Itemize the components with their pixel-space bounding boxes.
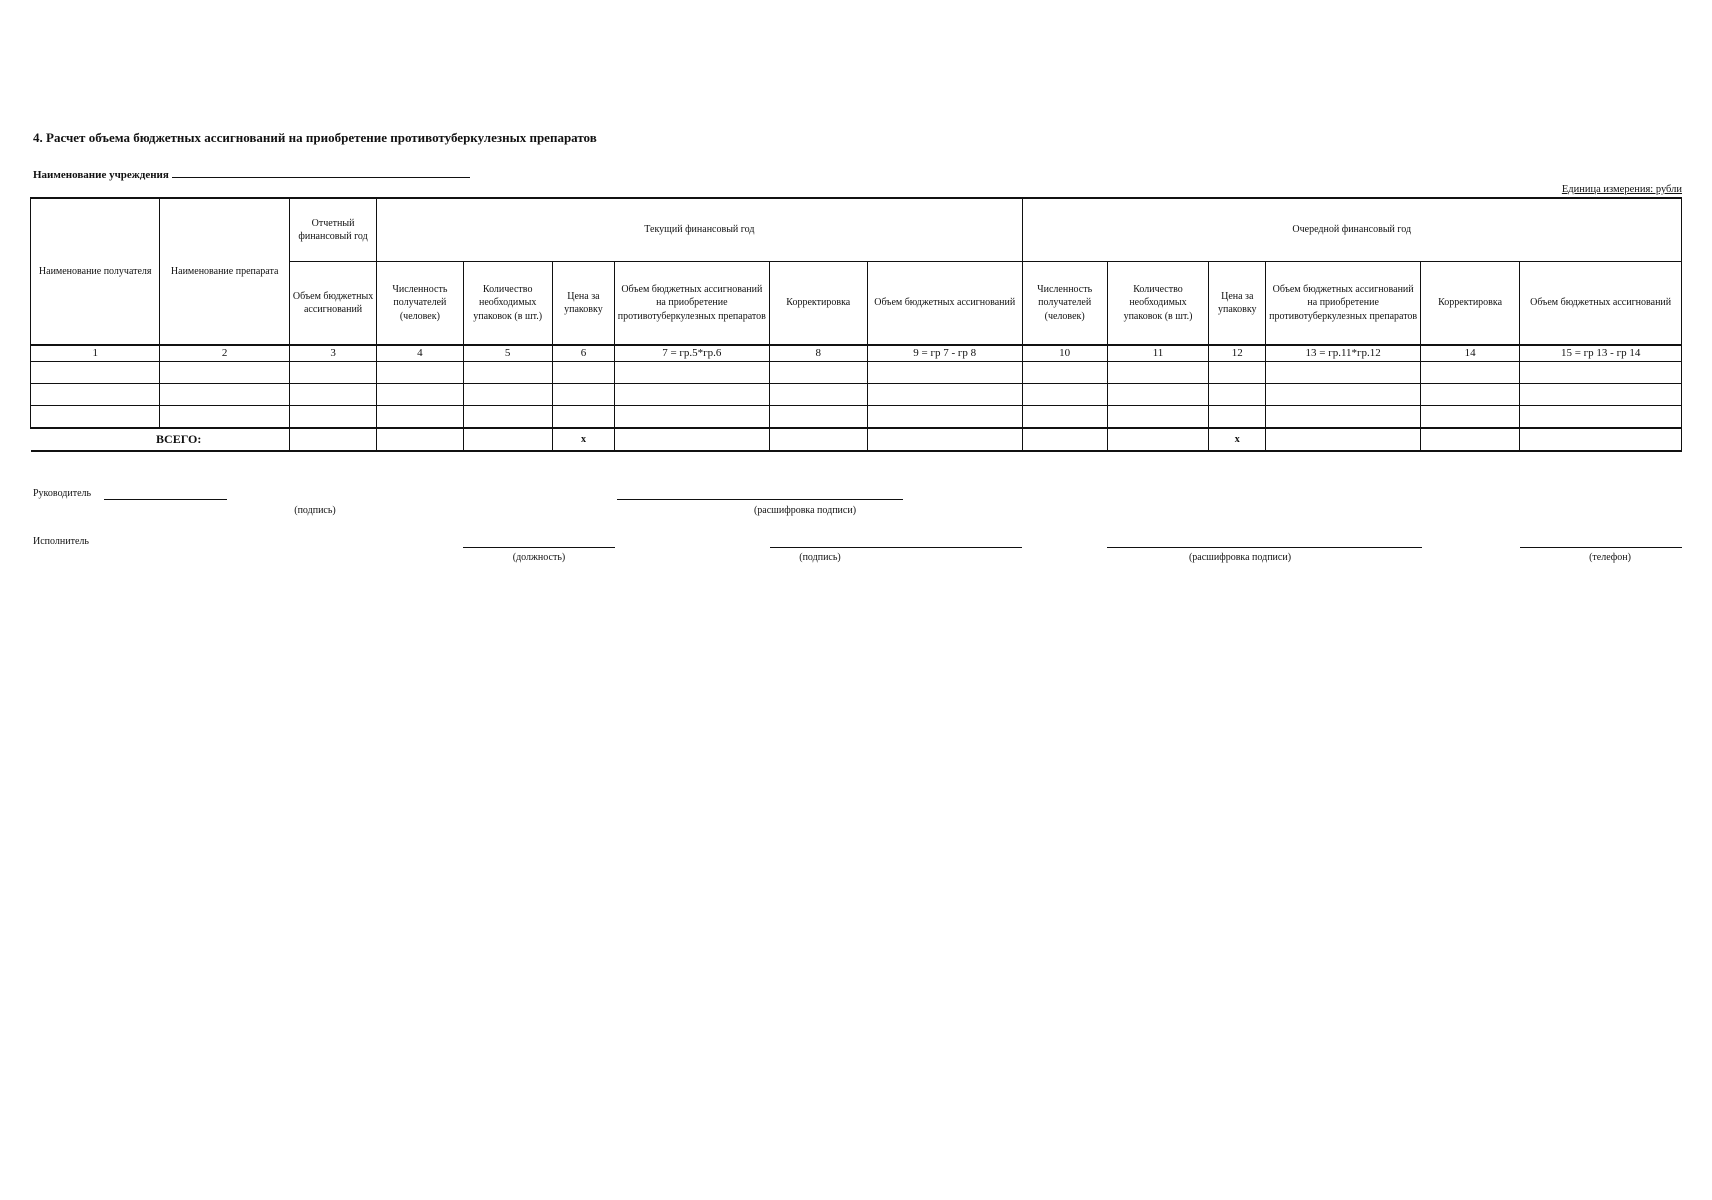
col-number: 15 = гр 13 - гр 14 xyxy=(1520,345,1682,362)
empty-cell[interactable] xyxy=(1209,384,1266,406)
empty-cell[interactable] xyxy=(552,406,614,429)
empty-cell[interactable] xyxy=(1107,384,1208,406)
executor-phone-line xyxy=(1520,547,1682,548)
total-x-mark: х xyxy=(552,428,614,451)
col-number: 5 xyxy=(463,345,552,362)
total-cell[interactable] xyxy=(1266,428,1421,451)
total-cell[interactable] xyxy=(615,428,770,451)
empty-cell[interactable] xyxy=(377,406,463,429)
header-current-year: Текущий финансовый год xyxy=(377,198,1022,262)
header-next-price: Цена за упаковку xyxy=(1209,262,1266,346)
unit-label: Единица измерения: рубли xyxy=(1561,184,1682,195)
empty-cell[interactable] xyxy=(1420,362,1519,384)
header-current-headcount: Численность получателей (человек) xyxy=(377,262,463,346)
col-number: 12 xyxy=(1209,345,1266,362)
header-recipient: Наименование получателя xyxy=(31,198,160,345)
empty-cell[interactable] xyxy=(1209,362,1266,384)
col-number: 9 = гр 7 - гр 8 xyxy=(867,345,1022,362)
empty-cell[interactable] xyxy=(552,362,614,384)
col-number: 8 xyxy=(769,345,867,362)
executor-decode-caption: (расшифровка подписи) xyxy=(1188,552,1292,563)
header-next-headcount: Численность получателей (человек) xyxy=(1022,262,1107,346)
executor-sign-caption: (подпись) xyxy=(799,552,841,563)
table-row xyxy=(31,384,1682,406)
header-report-year: Отчетный финансовый год xyxy=(289,198,376,262)
total-cell[interactable] xyxy=(769,428,867,451)
empty-cell[interactable] xyxy=(160,362,289,384)
empty-cell[interactable] xyxy=(160,384,289,406)
empty-cell[interactable] xyxy=(377,362,463,384)
empty-cell[interactable] xyxy=(769,362,867,384)
empty-cell[interactable] xyxy=(1420,384,1519,406)
header-next-year: Очередной финансовый год xyxy=(1022,198,1681,262)
head-signature-line xyxy=(104,499,227,500)
empty-cell[interactable] xyxy=(31,406,160,429)
header-drug: Наименование препарата xyxy=(160,198,289,345)
header-current-volume: Объем бюджетных ассигнований xyxy=(867,262,1022,346)
empty-cell[interactable] xyxy=(289,406,376,429)
empty-cell[interactable] xyxy=(1107,406,1208,429)
col-number: 13 = гр.11*гр.12 xyxy=(1266,345,1421,362)
empty-cell[interactable] xyxy=(463,362,552,384)
total-cell[interactable] xyxy=(1520,428,1682,451)
col-number: 7 = гр.5*гр.6 xyxy=(615,345,770,362)
header-current-price: Цена за упаковку xyxy=(552,262,614,346)
total-cell[interactable] xyxy=(1420,428,1519,451)
total-x-mark: х xyxy=(1209,428,1266,451)
empty-cell[interactable] xyxy=(867,384,1022,406)
header-current-correction: Корректировка xyxy=(769,262,867,346)
empty-cell[interactable] xyxy=(160,406,289,429)
total-cell[interactable] xyxy=(463,428,552,451)
header-row-groups xyxy=(31,198,1682,262)
empty-cell[interactable] xyxy=(1022,406,1107,429)
total-cell[interactable] xyxy=(867,428,1022,451)
table-row xyxy=(31,406,1682,429)
empty-cell[interactable] xyxy=(1266,406,1421,429)
empty-cell[interactable] xyxy=(769,406,867,429)
total-cell[interactable] xyxy=(1022,428,1107,451)
executor-position-caption: (должность) xyxy=(512,552,566,563)
header-next-purchase-volume: Объем бюджетных ассигнований на приобретение противотуберкулезных препаратов xyxy=(1266,262,1421,346)
col-number: 14 xyxy=(1420,345,1519,362)
total-cell[interactable] xyxy=(1107,428,1208,451)
institution-field xyxy=(33,167,470,181)
executor-label: Исполнитель xyxy=(33,536,89,547)
column-number-row xyxy=(31,345,1682,362)
empty-cell[interactable] xyxy=(615,406,770,429)
budget-table xyxy=(30,197,1682,452)
empty-cell[interactable] xyxy=(1520,384,1682,406)
institution-label: Наименование учреждения xyxy=(33,169,169,181)
empty-cell[interactable] xyxy=(1520,406,1682,429)
header-current-packages: Количество необходимых упаковок (в шт.) xyxy=(463,262,552,346)
empty-cell[interactable] xyxy=(867,406,1022,429)
empty-cell[interactable] xyxy=(1520,362,1682,384)
header-next-packages: Количество необходимых упаковок (в шт.) xyxy=(1107,262,1208,346)
empty-cell[interactable] xyxy=(463,406,552,429)
empty-cell[interactable] xyxy=(769,384,867,406)
empty-cell[interactable] xyxy=(1209,406,1266,429)
empty-cell[interactable] xyxy=(377,384,463,406)
col-number: 10 xyxy=(1022,345,1107,362)
head-label: Руководитель xyxy=(33,488,92,499)
institution-blank-line xyxy=(172,167,470,178)
executor-phone-caption: (телефон) xyxy=(1589,552,1631,563)
header-report-volume: Объем бюджетных ассигнований xyxy=(289,262,376,346)
empty-cell[interactable] xyxy=(31,384,160,406)
header-current-purchase-volume: Объем бюджетных ассигнований на приобретение противотуберкулезных препаратов xyxy=(615,262,770,346)
empty-cell[interactable] xyxy=(463,384,552,406)
empty-cell[interactable] xyxy=(1022,384,1107,406)
empty-cell[interactable] xyxy=(615,362,770,384)
executor-sign-line xyxy=(770,547,1022,548)
col-number: 1 xyxy=(31,345,160,362)
empty-cell[interactable] xyxy=(1107,362,1208,384)
empty-cell[interactable] xyxy=(615,384,770,406)
total-cell[interactable] xyxy=(289,428,376,451)
header-next-volume: Объем бюджетных ассигнований xyxy=(1520,262,1682,346)
head-sign-caption: (подпись) xyxy=(294,505,336,516)
col-number: 2 xyxy=(160,345,289,362)
head-decode-caption: (расшифровка подписи) xyxy=(753,505,857,516)
empty-cell[interactable] xyxy=(1420,406,1519,429)
empty-cell[interactable] xyxy=(289,384,376,406)
document-title: 4. Расчет объема бюджетных ассигнований на приобретение противотуберкулезных препаратов xyxy=(33,130,597,145)
header-next-correction: Корректировка xyxy=(1420,262,1519,346)
empty-cell[interactable] xyxy=(1266,384,1421,406)
head-decode-line xyxy=(617,499,903,500)
empty-cell[interactable] xyxy=(31,362,160,384)
empty-cell[interactable] xyxy=(1022,362,1107,384)
total-cell[interactable] xyxy=(377,428,463,451)
total-label: ВСЕГО: xyxy=(31,428,290,451)
empty-cell[interactable] xyxy=(289,362,376,384)
table-row xyxy=(31,362,1682,384)
executor-decode-line xyxy=(1107,547,1422,548)
total-row xyxy=(31,428,1682,451)
empty-cell[interactable] xyxy=(1266,362,1421,384)
col-number: 3 xyxy=(289,345,376,362)
empty-cell[interactable] xyxy=(552,384,614,406)
empty-cell[interactable] xyxy=(867,362,1022,384)
col-number: 11 xyxy=(1107,345,1208,362)
executor-position-line xyxy=(463,547,615,548)
col-number: 6 xyxy=(552,345,614,362)
col-number: 4 xyxy=(377,345,463,362)
